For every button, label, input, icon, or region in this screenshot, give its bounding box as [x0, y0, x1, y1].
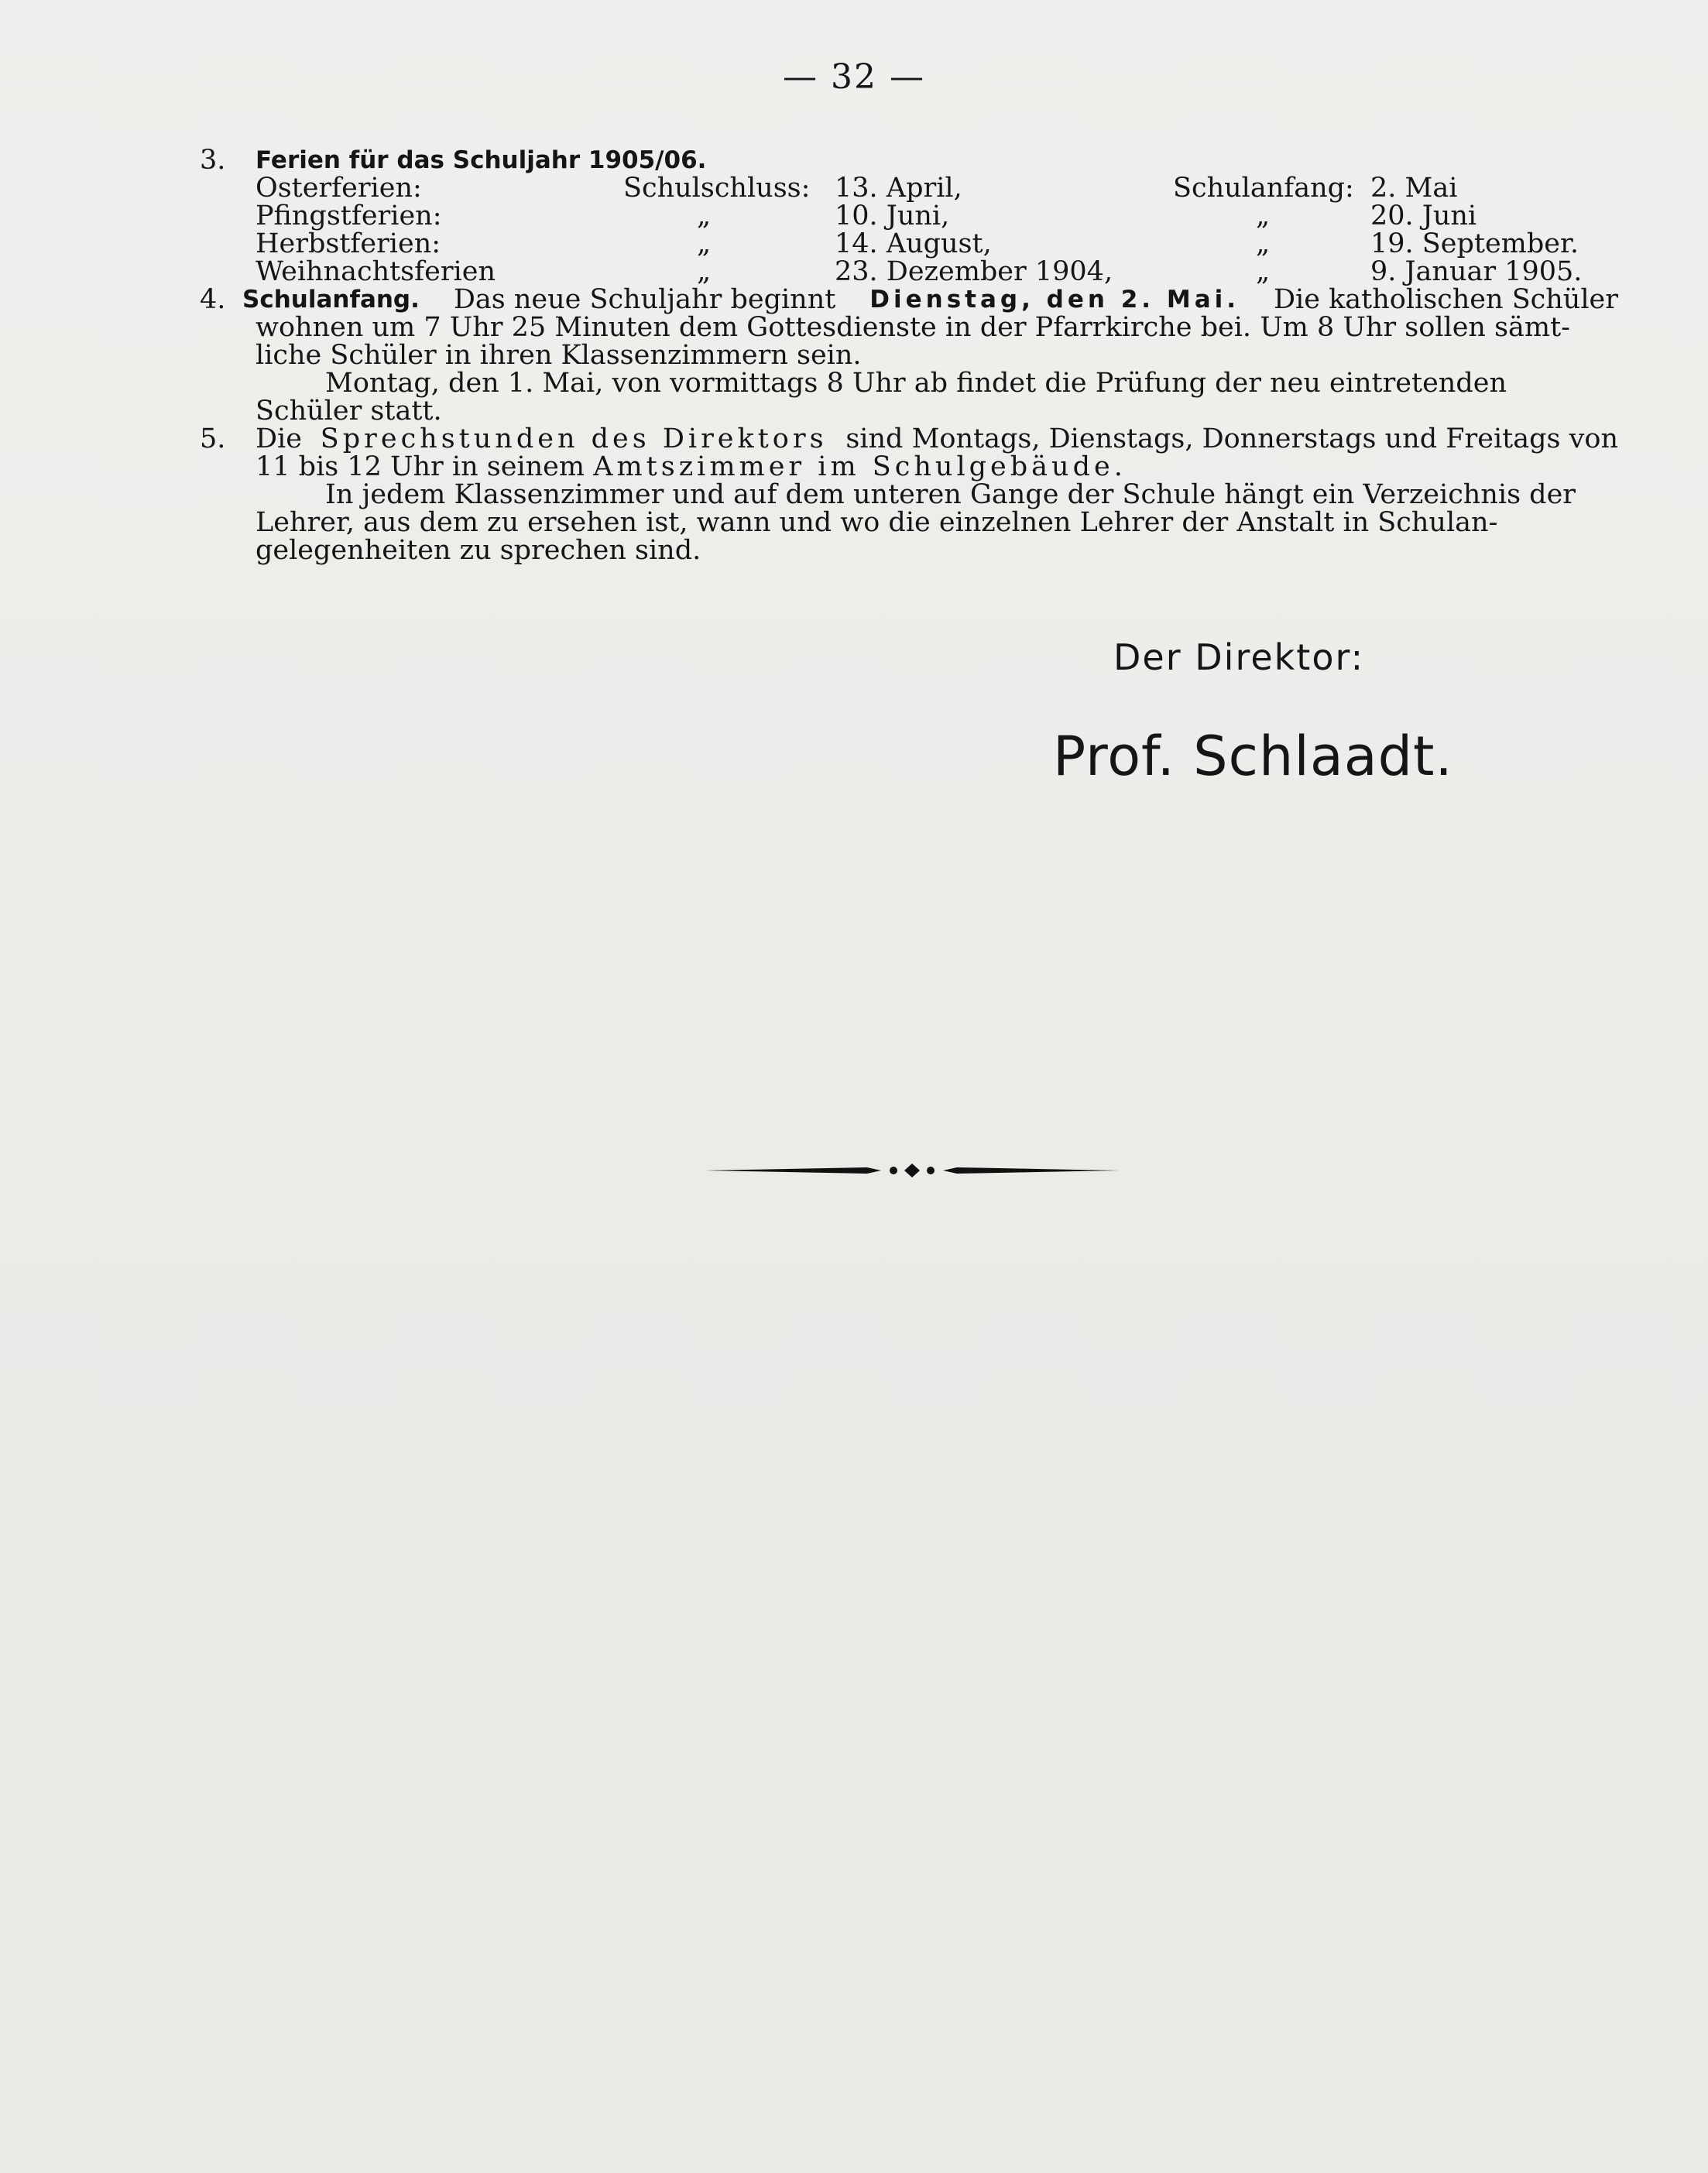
section-3-title: Ferien für das Schuljahr 1905/06.: [256, 146, 707, 174]
school-start-date: 2. Mai: [1370, 173, 1458, 204]
ornament-dot-left: [890, 1167, 897, 1174]
section-5-text-start: Die: [256, 423, 302, 454]
school-start-date: 20. Juni: [1370, 201, 1477, 231]
school-end-label: „: [697, 228, 712, 259]
section-4-line-5: Schüler statt.: [256, 396, 442, 427]
signature-name: Prof. Schlaadt.: [1053, 725, 1453, 788]
school-start-label: „: [1256, 201, 1271, 231]
section-4-line-1: [242, 285, 1618, 314]
school-start-date-emphasis: Dienstag, den 2. Mai.: [869, 286, 1240, 314]
school-end-date: 13. April,: [835, 173, 962, 204]
holiday-row-easter: [256, 173, 1572, 203]
section-5-line-1: [256, 424, 1618, 454]
holiday-row-christmas: [256, 256, 1583, 287]
office-location-spaced-text: Amtszimmer im Schulgebäude.: [593, 451, 1127, 482]
section-5-number: 5.: [200, 423, 226, 454]
signature-label: Der Direktor:: [1113, 636, 1365, 678]
section-5-line-3: In jedem Klassenzimmer und auf dem unteren Gange der Schule hängt ein Verzeichnis der: [325, 479, 1576, 510]
school-end-label: „: [697, 256, 712, 287]
ornament-left-taper: [705, 1167, 881, 1174]
section-5-line-2-start: 11 bis 12 Uhr in seinem: [256, 451, 585, 482]
school-start-date: 19. September.: [1370, 228, 1579, 259]
holiday-row-autumn: [256, 228, 1579, 259]
school-end-label: Schulschluss:: [623, 173, 811, 204]
section-5-line-5: gelegenheiten zu sprechen sind.: [256, 535, 701, 566]
school-start-label: „: [1256, 256, 1271, 287]
holiday-row-pentecost: [256, 201, 1572, 231]
ornament-right-taper: [943, 1167, 1120, 1174]
section-4-line-4: Montag, den 1. Mai, von vormittags 8 Uhr ab findet die Prüfung der neu eintretenden: [325, 368, 1507, 399]
section-4-line-3: liche Schüler in ihren Klassenzimmern sein.: [256, 340, 862, 371]
holiday-name: Weihnachtsferien: [256, 256, 496, 287]
section-3-number: 3.: [200, 145, 226, 176]
section-4-number: 4.: [200, 284, 226, 315]
section-4-text: Das neue Schuljahr beginnt: [453, 284, 836, 315]
ornament-center-diamond: [904, 1164, 920, 1177]
school-start-label: „: [1256, 228, 1271, 259]
page-number: — 32 —: [783, 57, 925, 97]
school-end-label: „: [697, 201, 712, 231]
ornament-dot-right: [927, 1167, 935, 1174]
holiday-name: Herbstferien:: [256, 228, 441, 259]
section-4-line-2: wohnen um 7 Uhr 25 Minuten dem Gottesdienste in der Pfarrkirche bei. Um 8 Uhr sollen sämt-: [256, 312, 1570, 343]
ornamental-rule-icon: [705, 1160, 1120, 1181]
school-end-date: 14. August,: [835, 228, 992, 259]
office-hours-spaced-text: Sprechstunden des Direktors: [320, 423, 828, 454]
holiday-name: Osterferien:: [256, 173, 422, 204]
school-start-label: Schulanfang:: [1173, 173, 1354, 204]
holiday-name: Pfingstferien:: [256, 201, 442, 231]
section-5-line-4: Lehrer, aus dem zu ersehen ist, wann und wo die einzelnen Lehrer der Anstalt in Schulan-: [256, 507, 1498, 538]
school-end-date: 23. Dezember 1904,: [835, 256, 1113, 287]
school-end-date: 10. Juni,: [835, 201, 950, 231]
section-5-line-2: [256, 452, 1127, 482]
school-start-date: 9. Januar 1905.: [1370, 256, 1583, 287]
section-5-text-end: sind Montags, Dienstags, Donnerstags und Freitags von: [845, 423, 1618, 454]
section-4-title: Schulanfang.: [242, 286, 420, 314]
section-4-text-end: Die katholischen Schüler: [1273, 284, 1618, 315]
